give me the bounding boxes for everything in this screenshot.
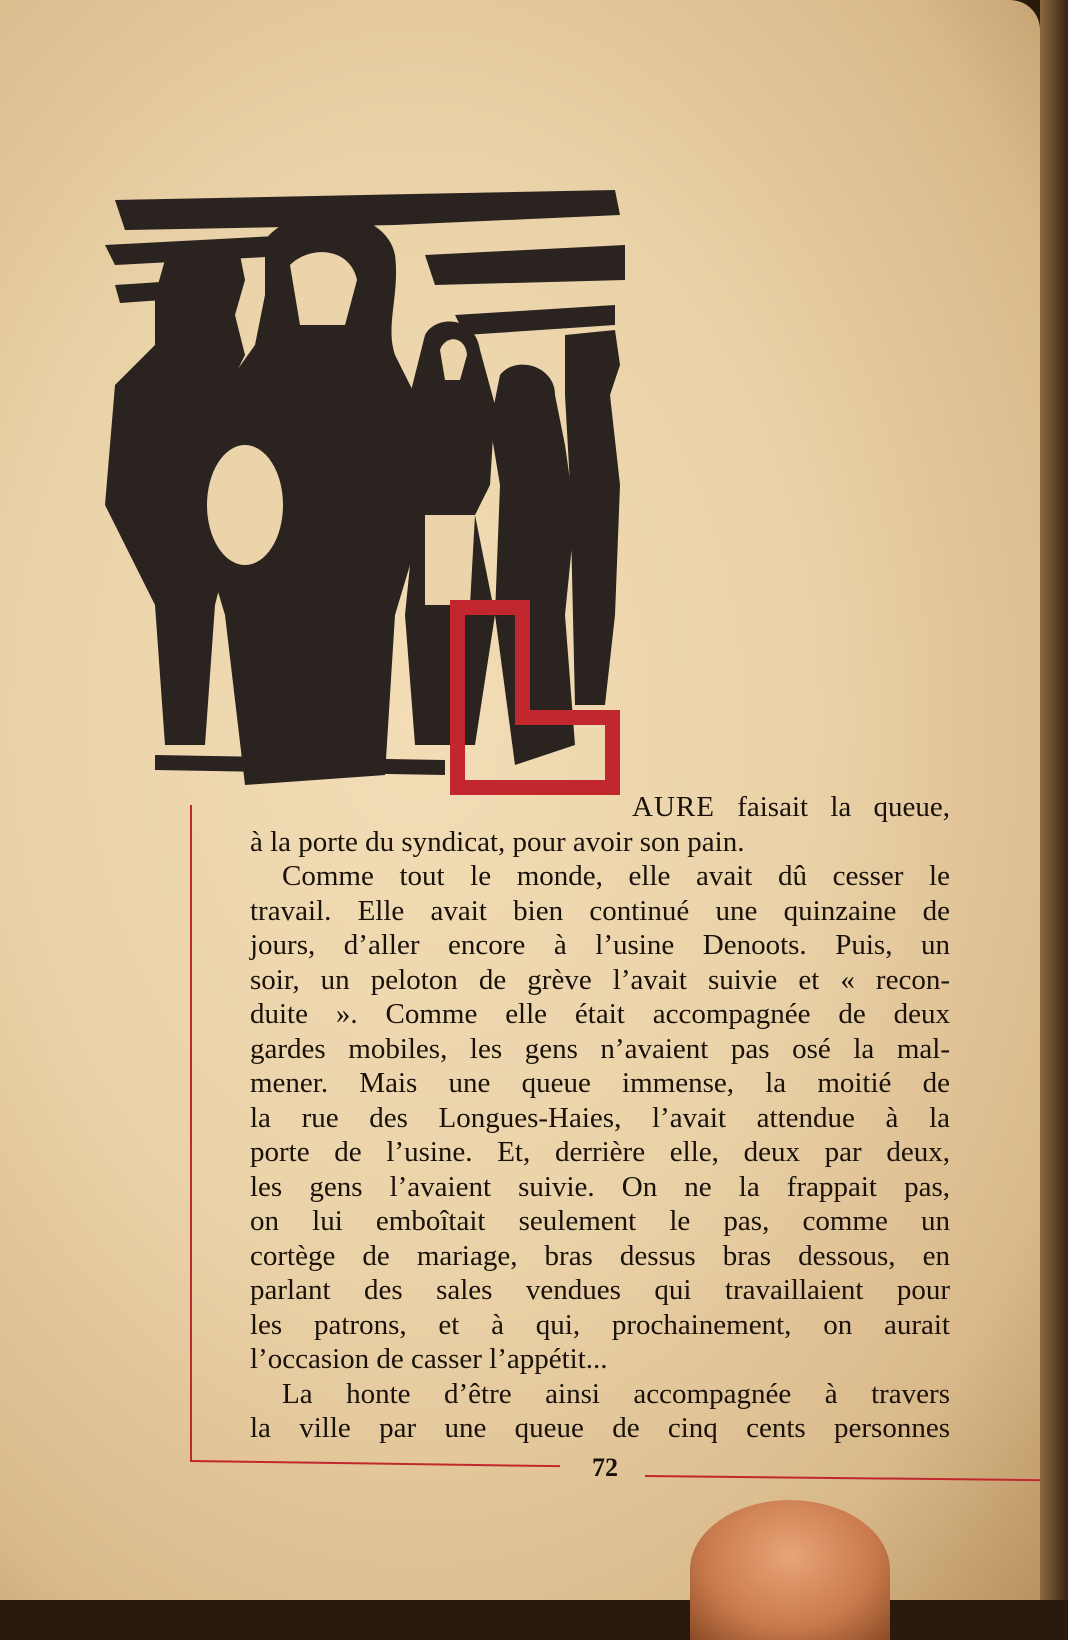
page-footer (190, 1445, 1040, 1505)
text-line: soir, un peloton de grève l’avait suivie et « recon- (250, 963, 950, 996)
text-line: la rue des Longues-Haies, l’avait attendue à la (250, 1101, 950, 1134)
text-line: La honte d’être ainsi accompagnée à travers (282, 1377, 950, 1410)
thumb-holding-page (690, 1500, 890, 1640)
text-line: jours, d’aller encore à l’usine Denoots. Puis, un (250, 929, 950, 961)
drop-cap-letter (440, 590, 630, 805)
text-line: l’occasion de casser l’appétit... (250, 1343, 608, 1375)
text-line: les gens l’avaient suivie. On ne la frappait pas, (250, 1170, 950, 1203)
footer-rule-right (645, 1475, 1045, 1481)
text-line: à la porte du syndicat, pour avoir son pain. (250, 825, 745, 858)
page-edge-shadow (1040, 0, 1068, 1600)
frame-rule-left (190, 805, 192, 1462)
page-number: 72 (592, 1453, 618, 1482)
text-line: Comme tout le monde, elle avait dû cesser le (282, 860, 950, 892)
body-text (250, 790, 950, 1446)
text-line: la ville par une queue de cinq cents personnes (250, 1412, 950, 1444)
text-line: AURE faisait la queue, (632, 791, 950, 823)
text-line: duite ». Comme elle était accompagnée de deux (250, 998, 950, 1030)
text-line: on lui emboîtait seulement le pas, comme un (250, 1205, 950, 1237)
text-line: porte de l’usine. Et, derrière elle, deux par deux, (250, 1136, 950, 1168)
text-line: gardes mobiles, les gens n’avaient pas osé la mal- (250, 1032, 950, 1065)
text-line: les patrons, et à qui, prochainement, on aurait (250, 1308, 950, 1341)
text-line: cortège de mariage, bras dessus bras dessous, en (250, 1239, 950, 1272)
footer-rule-left (190, 1460, 560, 1467)
text-line: travail. Elle avait bien continué une quinzaine de (250, 894, 950, 927)
text-line: parlant des sales vendues qui travaillaient pour (250, 1274, 950, 1306)
text-line: mener. Mais une queue immense, la moitié de (250, 1067, 950, 1099)
